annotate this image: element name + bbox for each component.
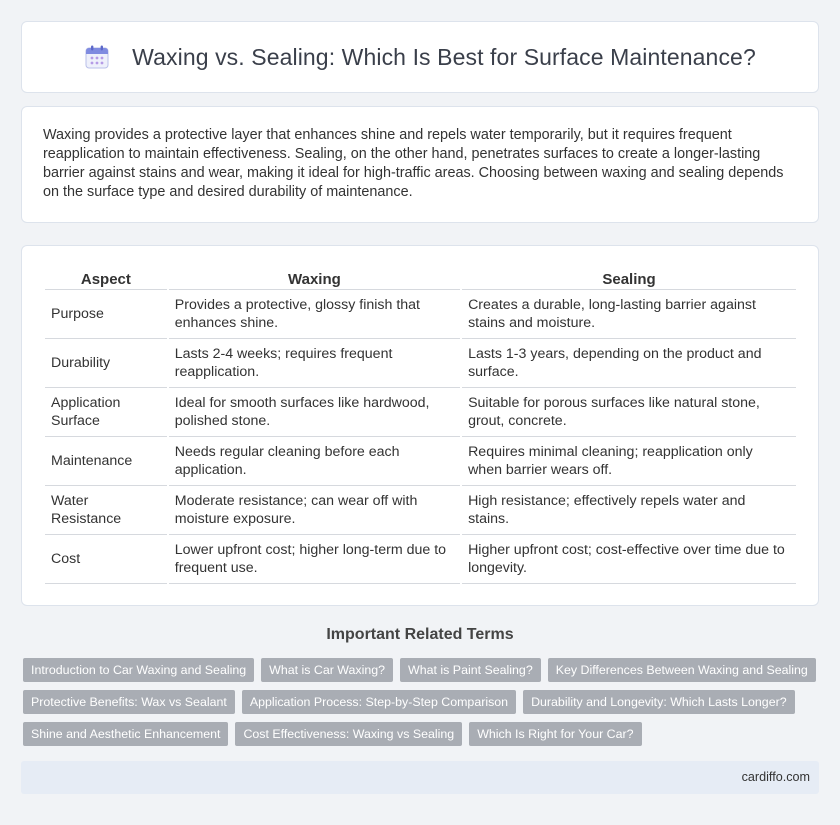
cell-aspect: Water Resistance <box>45 486 167 535</box>
comparison-table-card <box>21 245 819 606</box>
cell-sealing: Requires minimal cleaning; reapplication only when barrier wears off. <box>462 437 796 486</box>
header-waxing: Waxing <box>169 266 460 290</box>
related-term-tag[interactable]: Introduction to Car Waxing and Sealing <box>23 658 254 682</box>
table-row <box>45 486 796 535</box>
header-aspect: Aspect <box>45 266 167 290</box>
table-row <box>45 339 796 388</box>
cell-waxing: Ideal for smooth surfaces like hardwood, polished stone. <box>169 388 460 437</box>
cell-aspect: Application Surface <box>45 388 167 437</box>
related-term-tag[interactable]: Durability and Longevity: Which Lasts Longer? <box>523 690 795 714</box>
intro-paragraph: Waxing provides a protective layer that enhances shine and repels water temporarily, but it requires frequent reapplication to maintain effectiveness. Sealing, on the other hand, penetrates surfaces to create a longer-lasting barrier against stains and wear, making it ideal for high-traffic areas. Choosing between waxing and sealing depends on the surface type and desired durability of maintenance. <box>43 127 784 200</box>
table-header-row <box>45 266 796 290</box>
cell-sealing: Lasts 1-3 years, depending on the product and surface. <box>462 339 796 388</box>
cell-aspect: Cost <box>45 535 167 584</box>
related-term-tag[interactable]: Cost Effectiveness: Waxing vs Sealing <box>235 722 462 746</box>
related-term-tag[interactable]: Protective Benefits: Wax vs Sealant <box>23 690 235 714</box>
intro-card <box>21 106 819 223</box>
related-term-tag[interactable]: Application Process: Step-by-Step Comparison <box>242 690 516 714</box>
calendar-icon <box>84 44 110 70</box>
cell-waxing: Lasts 2-4 weeks; requires frequent reapplication. <box>169 339 460 388</box>
comparison-table <box>43 266 798 584</box>
footer-site-link[interactable]: cardiffo.com <box>741 770 810 784</box>
related-term-tag[interactable]: Shine and Aesthetic Enhancement <box>23 722 228 746</box>
cell-waxing: Moderate resistance; can wear off with moisture exposure. <box>169 486 460 535</box>
tag-row <box>23 722 813 746</box>
table-row <box>45 535 796 584</box>
header-sealing: Sealing <box>462 266 796 290</box>
related-terms-list <box>23 658 813 754</box>
cell-waxing: Needs regular cleaning before each application. <box>169 437 460 486</box>
title-wrap <box>22 22 818 92</box>
tag-row <box>23 690 813 714</box>
cell-aspect: Durability <box>45 339 167 388</box>
cell-sealing: Creates a durable, long-lasting barrier against stains and moisture. <box>462 290 796 339</box>
cell-sealing: Higher upfront cost; cost-effective over time due to longevity. <box>462 535 796 584</box>
table-row <box>45 290 796 339</box>
table-row <box>45 437 796 486</box>
cell-sealing: Suitable for porous surfaces like natural stone, grout, concrete. <box>462 388 796 437</box>
tag-row <box>23 658 813 682</box>
related-term-tag[interactable]: Which Is Right for Your Car? <box>469 722 641 746</box>
related-term-tag[interactable]: What is Paint Sealing? <box>400 658 541 682</box>
table-row <box>45 388 796 437</box>
related-terms-title: Important Related Terms <box>326 626 514 643</box>
cell-waxing: Lower upfront cost; higher long-term due to frequent use. <box>169 535 460 584</box>
cell-aspect: Purpose <box>45 290 167 339</box>
page-title: Waxing vs. Sealing: Which Is Best for Surface Maintenance? <box>132 43 756 70</box>
related-term-tag[interactable]: What is Car Waxing? <box>261 658 393 682</box>
cell-waxing: Provides a protective, glossy finish that enhances shine. <box>169 290 460 339</box>
cell-sealing: High resistance; effectively repels water and stains. <box>462 486 796 535</box>
header-card <box>21 21 819 93</box>
cell-aspect: Maintenance <box>45 437 167 486</box>
related-term-tag[interactable]: Key Differences Between Waxing and Sealing <box>548 658 816 682</box>
footer <box>21 761 819 794</box>
